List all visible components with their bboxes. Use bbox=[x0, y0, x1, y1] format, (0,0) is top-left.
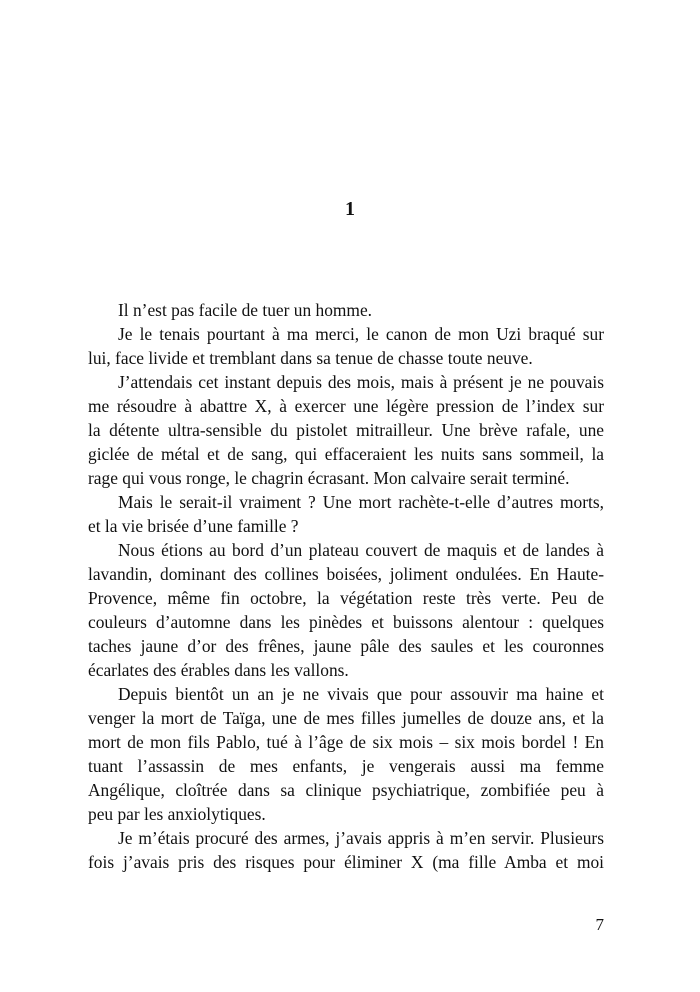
text-line: Depuis bientôt un an je ne vivais que pour assouvir ma haine et bbox=[118, 684, 604, 704]
paragraph bbox=[88, 826, 604, 874]
paragraph bbox=[88, 298, 604, 322]
text-line: couleurs d’automne dans les pinèdes et buissons alentour : quelques bbox=[88, 612, 604, 632]
text-line: peu par les anxiolytiques. bbox=[88, 804, 266, 824]
text-line: Je m’étais procuré des armes, j’avais appris à m’en servir. Plusieurs bbox=[118, 828, 604, 848]
text-line: venger la mort de Taïga, une de mes filles jumelles de douze ans, et la bbox=[88, 708, 604, 728]
chapter-number: 1 bbox=[345, 198, 355, 220]
text-line: giclée de métal et de sang, qui effaceraient les nuits sans sommeil, la bbox=[88, 444, 604, 464]
text-line: et la vie brisée d’une famille ? bbox=[88, 516, 299, 536]
text-line: écarlates des érables dans les vallons. bbox=[88, 660, 349, 680]
page-number: 7 bbox=[595, 915, 604, 934]
text-line: Mais le serait-il vraiment ? Une mort rachète-t-elle d’autres morts, bbox=[118, 492, 604, 512]
text-line: lavandin, dominant des collines boisées, joliment ondulées. En Haute- bbox=[88, 564, 604, 584]
text-line: me résoudre à abattre X, à exercer une légère pression de l’index sur bbox=[88, 396, 604, 416]
text-line: tuant l’assassin de mes enfants, je vengerais aussi ma femme bbox=[88, 756, 604, 776]
text-line: rage qui vous ronge, le chagrin écrasant. Mon calvaire serait terminé. bbox=[88, 468, 570, 488]
paragraph bbox=[88, 538, 604, 682]
paragraph bbox=[88, 682, 604, 826]
text-line: mort de mon fils Pablo, tué à l’âge de six mois – six mois bordel ! En bbox=[88, 732, 604, 752]
body-text bbox=[88, 298, 604, 874]
text-line: Nous étions au bord d’un plateau couvert de maquis et de landes à bbox=[118, 540, 604, 560]
text-line: Provence, même fin octobre, la végétation reste très verte. Peu de bbox=[88, 588, 604, 608]
text-line: fois j’avais pris des risques pour éliminer X (ma fille Amba et moi bbox=[88, 852, 604, 872]
text-line: Angélique, cloîtrée dans sa clinique psychiatrique, zombifiée peu à bbox=[88, 780, 604, 800]
paragraph bbox=[88, 322, 604, 370]
text-line: lui, face livide et tremblant dans sa tenue de chasse toute neuve. bbox=[88, 348, 533, 368]
text-line: Je le tenais pourtant à ma merci, le canon de mon Uzi braqué sur bbox=[118, 324, 604, 344]
text-line: taches jaune d’or des frênes, jaune pâle des saules et les couronnes bbox=[88, 636, 604, 656]
text-line: Il n’est pas facile de tuer un homme. bbox=[118, 300, 373, 320]
text-line: J’attendais cet instant depuis des mois, mais à présent je ne pouvais bbox=[118, 372, 604, 392]
paragraph bbox=[88, 490, 604, 538]
paragraph bbox=[88, 370, 604, 490]
text-line: la détente ultra-sensible du pistolet mitrailleur. Une brève rafale, une bbox=[88, 420, 604, 440]
